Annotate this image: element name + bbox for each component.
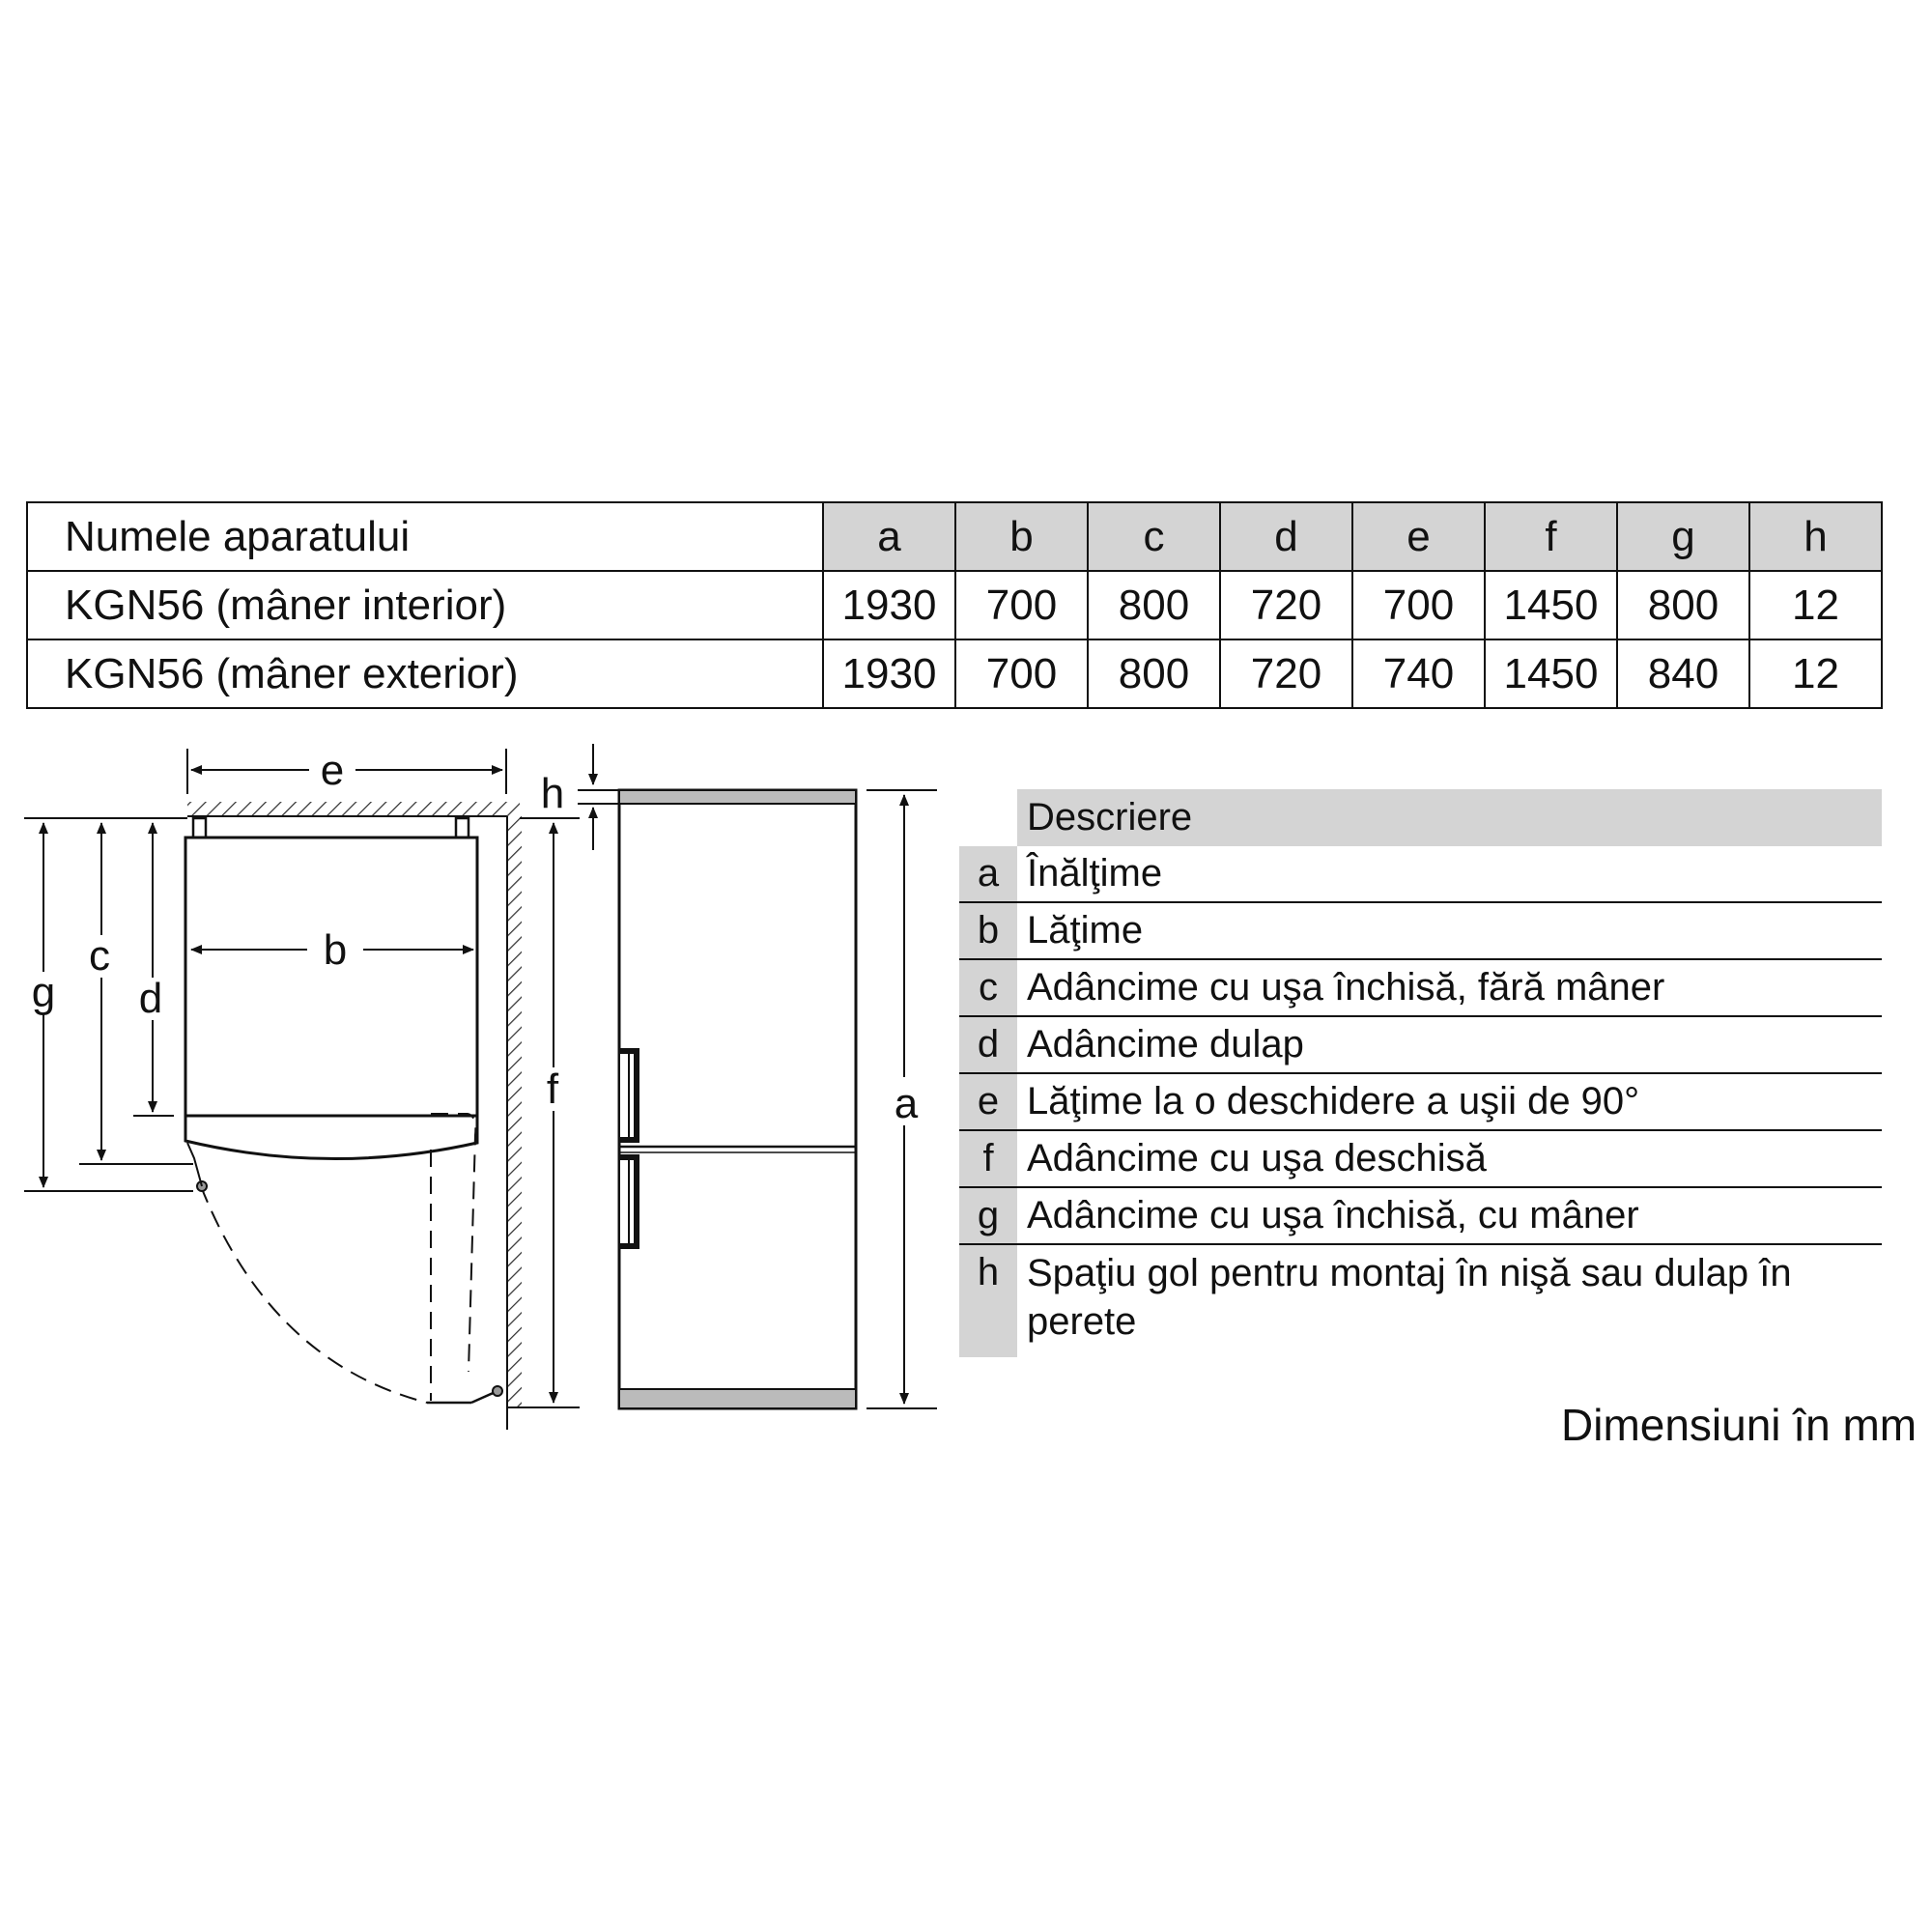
dim-label-b: b	[323, 926, 348, 974]
legend-item-b	[959, 903, 1882, 960]
table-row	[27, 639, 1882, 708]
dim-label-e: e	[320, 747, 345, 794]
value-g: 800	[1617, 571, 1749, 639]
value-c: 800	[1088, 639, 1220, 708]
legend-letter: h	[959, 1245, 1017, 1357]
value-f: 1450	[1485, 639, 1617, 708]
legend-item-f	[959, 1131, 1882, 1188]
side-body	[619, 790, 856, 1408]
dim-label-d: d	[138, 975, 163, 1022]
column-header-h: h	[1749, 502, 1882, 571]
side-view	[578, 744, 937, 1408]
value-a: 1930	[823, 639, 955, 708]
dim-label-a: a	[894, 1080, 919, 1127]
value-c: 800	[1088, 571, 1220, 639]
value-g: 840	[1617, 639, 1749, 708]
value-b: 700	[955, 639, 1088, 708]
hinge-right	[493, 1386, 502, 1396]
top-view	[24, 749, 580, 1430]
model-name: KGN56 (mâner exterior)	[27, 639, 823, 708]
door-open-dashed	[431, 1114, 475, 1372]
column-header-b: b	[955, 502, 1088, 571]
legend-text: Înălţime	[1027, 852, 1163, 895]
legend-letter: g	[959, 1188, 1017, 1243]
legend-item-c	[959, 960, 1882, 1017]
legend-text: Lăţime	[1027, 909, 1144, 952]
column-header-a: a	[823, 502, 955, 571]
door-swing-arc	[201, 1186, 427, 1403]
model-name: KGN56 (mâner interior)	[27, 571, 823, 639]
description-legend	[959, 789, 1882, 1357]
side-bottom-plinth	[619, 1389, 856, 1408]
column-header-g: g	[1617, 502, 1749, 571]
value-h: 12	[1749, 639, 1882, 708]
spacer-right	[456, 818, 469, 838]
legend-letter: c	[959, 960, 1017, 1015]
table-header-row	[27, 502, 1882, 571]
value-a: 1930	[823, 571, 955, 639]
side-top-cap	[619, 790, 856, 804]
value-f: 1450	[1485, 571, 1617, 639]
value-b: 700	[955, 571, 1088, 639]
value-e: 700	[1352, 571, 1485, 639]
legend-text: Lăţime la o deschidere a uşii de 90°	[1027, 1080, 1640, 1122]
spacer-left	[193, 818, 206, 838]
legend-text: Adâncime cu uşa închisă, fără mâner	[1027, 966, 1665, 1009]
legend-text: Adâncime dulap	[1027, 1023, 1304, 1065]
column-header-d: d	[1220, 502, 1352, 571]
legend-item-h	[959, 1245, 1882, 1357]
value-d: 720	[1220, 639, 1352, 708]
legend-item-d	[959, 1017, 1882, 1074]
legend-letter: e	[959, 1074, 1017, 1129]
table-row	[27, 571, 1882, 639]
value-e: 740	[1352, 639, 1485, 708]
legend-item-a	[959, 846, 1882, 903]
value-h: 12	[1749, 571, 1882, 639]
column-header-c: c	[1088, 502, 1220, 571]
column-header-f: f	[1485, 502, 1617, 571]
legend-text: Spaţiu gol pentru montaj în nişă sau dulap în perete	[1027, 1252, 1792, 1343]
legend-text: Adâncime cu uşa închisă, cu mâner	[1027, 1194, 1639, 1236]
legend-letter: d	[959, 1017, 1017, 1072]
dim-label-f: f	[546, 1065, 559, 1113]
dim-label-g: g	[31, 969, 56, 1016]
dimension-diagram	[0, 734, 966, 1468]
dimension-table	[26, 501, 1883, 709]
dim-label-h: h	[540, 770, 565, 817]
units-note: Dimensiuni în mm	[1561, 1400, 1918, 1450]
wall-right-hatch	[507, 816, 522, 1407]
door-closed	[185, 1116, 477, 1159]
legend-text: Adâncime cu uşa deschisă	[1027, 1137, 1487, 1179]
legend-item-e	[959, 1074, 1882, 1131]
column-header-e: e	[1352, 502, 1485, 571]
legend-letter: b	[959, 903, 1017, 958]
dim-label-c: c	[89, 932, 110, 980]
appliance-name-header: Numele aparatului	[27, 502, 823, 571]
value-d: 720	[1220, 571, 1352, 639]
legend-letter: a	[959, 846, 1017, 901]
wall-top-hatch	[187, 802, 520, 816]
legend-letter: f	[959, 1131, 1017, 1186]
legend-title: Descriere	[1017, 789, 1882, 846]
fridge-body	[185, 838, 477, 1116]
legend-item-g	[959, 1188, 1882, 1245]
